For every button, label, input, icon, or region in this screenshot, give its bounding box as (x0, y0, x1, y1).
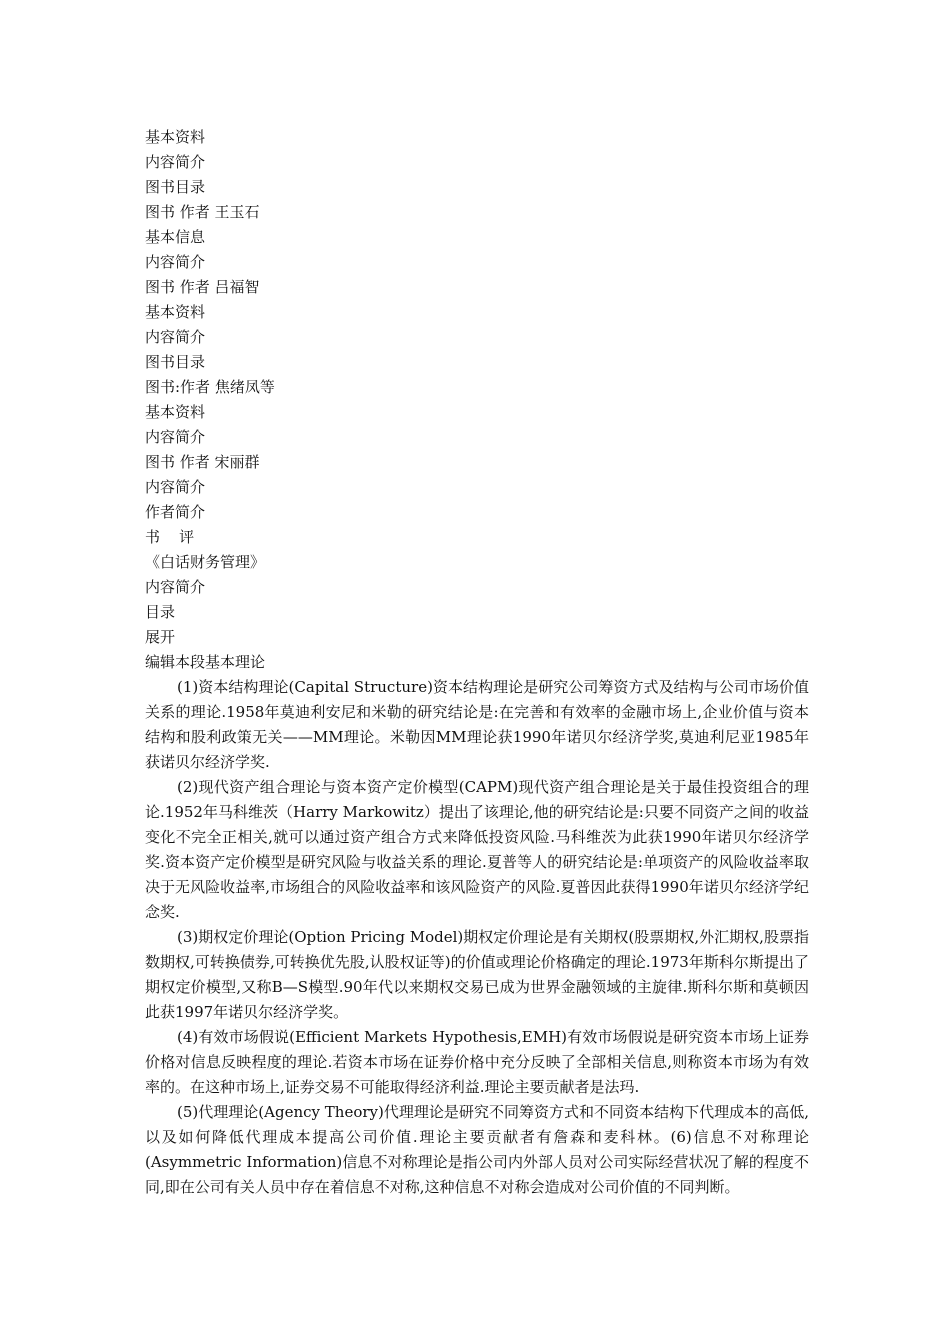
heading-summary-2: 内容简介 (145, 253, 206, 271)
expand-link[interactable]: 展开 (145, 628, 176, 646)
paragraph-efficient-markets: (4)有效市场假说(Efficient Markets Hypothesis,EMH)有效市场假说是研究资本市场上证券价格对信息反映程度的理论.若资本市场在证券价格中充分反映了全部相关信息,则称资本市场为有效率的。在这种市场上,证券交易不可能取得经济利益.理论主要贡献者是法玛. (145, 1028, 809, 1096)
heading-toc-2: 图书目录 (145, 353, 206, 371)
heading-review: 书 评 (145, 528, 195, 546)
paragraph-capital-structure: (1)资本结构理论(Capital Structure)资本结构理论是研究公司筹资方式及结构与公司市场价值关系的理论.1958年莫迪利安尼和米勒的研究结论是:在完善和有效率的金融市场上,企业价值与资本结构和股利政策无关——MM理论。米勒因MM理论获1990年诺贝尔经济学奖,莫迪利尼亚1985年获诺贝尔经济学奖. (145, 678, 809, 771)
book-title: 《白话财务管理》 (145, 553, 266, 571)
paragraph-portfolio-capm: (2)现代资产组合理论与资本资产定价模型(CAPM)现代资产组合理论是关于最佳投资组合的理论.1952年马科维茨（Harry Markowitz）提出了该理论,他的研究结论是:只要不同资产之间的收益变化不完全正相关,就可以通过资产组合方式来降低投资风险.马科维茨为此获1990年诺贝尔经济学奖.资本资产定价模型是研究风险与收益关系的理论.夏普等人的研究结论是:单项资产的风险收益率取决于无风险收益率,市场组合的风险收益率和该风险资产的风险.夏普因此获得1990年诺贝尔经济学纪念奖. (145, 778, 809, 921)
heading-basic-info-4: 基本资料 (145, 403, 206, 421)
heading-summary-4: 内容简介 (145, 428, 206, 446)
paragraph-agency-information: (5)代理理论(Agency Theory)代理理论是研究不同筹资方式和不同资本结构下代理成本的高低,以及如何降低代理成本提高公司价值.理论主要贡献者有詹森和麦科林。(6)信息不对称理论(Asymmetric Information)信息不对称理论是指公司内外部人员对公司实际经营状况了解的程度不同,即在公司有关人员中存在着信息不对称,这种信息不对称会造成对公司价值的不同判断。 (145, 1103, 809, 1196)
section-heading-basic-theory: 编辑本段基本理论 (145, 653, 266, 671)
heading-basic-info-2: 基本信息 (145, 228, 206, 246)
heading-summary-6: 内容简介 (145, 578, 206, 596)
paragraph-option-pricing: (3)期权定价理论(Option Pricing Model)期权定价理论是有关期权(股票期权,外汇期权,股票指数期权,可转换债券,可转换优先股,认股权证等)的价值或理论价格确定的理论.1973年斯科尔斯提出了期权定价模型,又称B—S模型.90年代以来期权交易已成为世界金融领域的主旋律.斯科尔斯和莫顿因此获1997年诺贝尔经济学奖。 (145, 928, 809, 1021)
book-author-line-4: 图书 作者 宋丽群 (145, 453, 260, 471)
heading-contents: 目录 (145, 603, 176, 621)
heading-author-intro: 作者简介 (145, 503, 206, 521)
heading-summary-1: 内容简介 (145, 153, 206, 171)
book-author-line-2: 图书 作者 吕福智 (145, 278, 260, 296)
book-author-line-1: 图书 作者 王玉石 (145, 203, 260, 221)
book-author-line-3: 图书:作者 焦绪凤等 (145, 378, 275, 396)
heading-summary-5: 内容简介 (145, 478, 206, 496)
document-page (145, 125, 809, 1200)
heading-summary-3: 内容简介 (145, 328, 206, 346)
heading-toc-1: 图书目录 (145, 178, 206, 196)
heading-basic-info-1: 基本资料 (145, 128, 206, 146)
heading-basic-info-3: 基本资料 (145, 303, 206, 321)
